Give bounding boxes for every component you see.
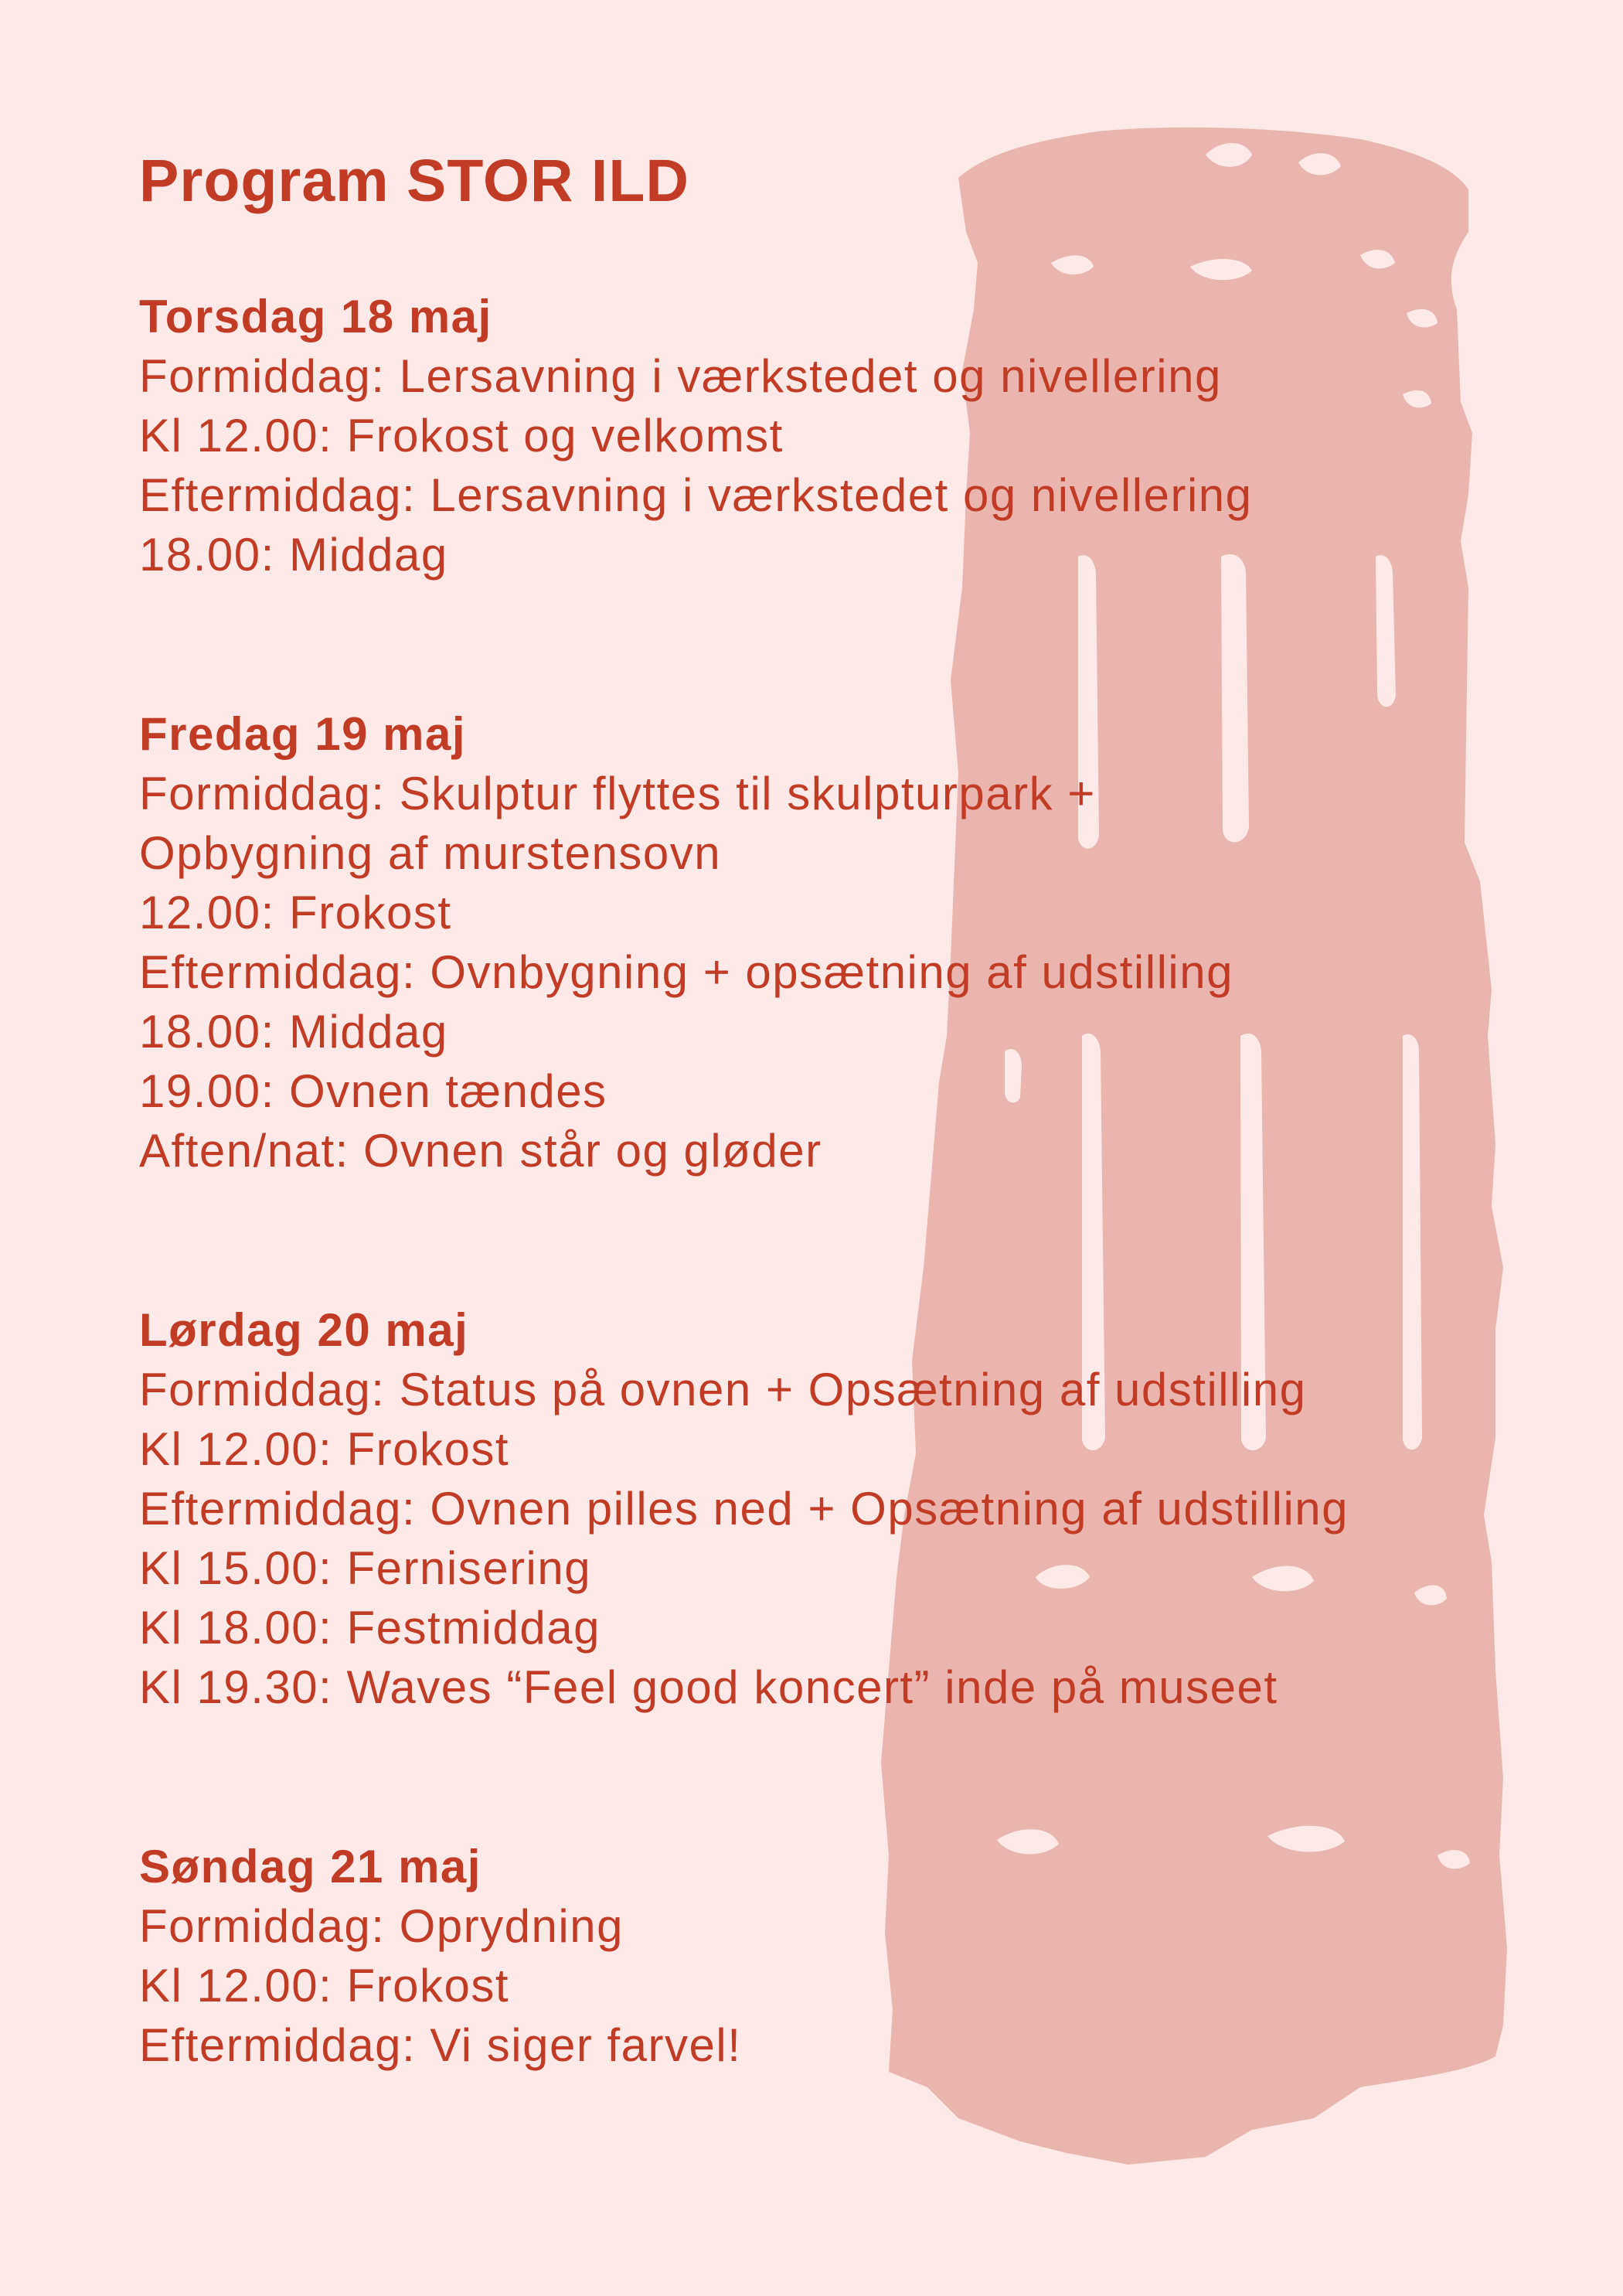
day-section — [139, 1837, 1530, 2075]
day-section — [139, 1300, 1530, 1717]
schedule-line: Eftermiddag: Ovnbygning + opsætning af udstilling — [139, 945, 1233, 998]
schedule-line: Kl 18.00: Festmiddag — [139, 1601, 601, 1654]
day-section — [139, 287, 1530, 584]
schedule-line: Eftermiddag: Ovnen pilles ned + Opsætning af udstilling — [139, 1482, 1349, 1535]
schedule-line: Kl 12.00: Frokost og velkomst — [139, 409, 784, 462]
schedule-line: Opbygning af murstensovn — [139, 826, 722, 879]
schedule-line: Kl 19.30: Waves “Feel good koncert” inde på museet — [139, 1661, 1278, 1713]
program-title: Program STOR ILD — [139, 148, 689, 214]
schedule-line: Formiddag: Skulptur flyttes til skulpturpark + — [139, 767, 1096, 819]
schedule-line: Formiddag: Lersavning i værkstedet og nivellering — [139, 349, 1222, 402]
schedule-line: 12.00: Frokost — [139, 886, 452, 938]
schedule-line: Eftermiddag: Vi siger farvel! — [139, 2018, 742, 2071]
schedule-line: Eftermiddag: Lersavning i værkstedet og nivellering — [139, 468, 1253, 521]
day-heading: Lørdag 20 maj — [139, 1303, 469, 1356]
program-days — [139, 287, 1530, 2075]
schedule-line: Kl 15.00: Fernisering — [139, 1541, 592, 1594]
day-section — [139, 704, 1530, 1180]
schedule-line: Kl 12.00: Frokost — [139, 1959, 510, 2012]
program-document — [139, 147, 1530, 2195]
day-heading: Torsdag 18 maj — [139, 290, 492, 342]
schedule-line: 18.00: Middag — [139, 528, 448, 581]
day-heading: Fredag 19 maj — [139, 707, 467, 760]
schedule-line: Formiddag: Status på ovnen + Opsætning af udstilling — [139, 1363, 1307, 1415]
schedule-line: 19.00: Ovnen tændes — [139, 1065, 607, 1117]
schedule-line: Formiddag: Oprydning — [139, 1899, 624, 1952]
day-heading: Søndag 21 maj — [139, 1840, 481, 1892]
schedule-line: Kl 12.00: Frokost — [139, 1422, 510, 1475]
schedule-line: 18.00: Middag — [139, 1005, 448, 1058]
schedule-line: Aften/nat: Ovnen står og gløder — [139, 1124, 822, 1177]
